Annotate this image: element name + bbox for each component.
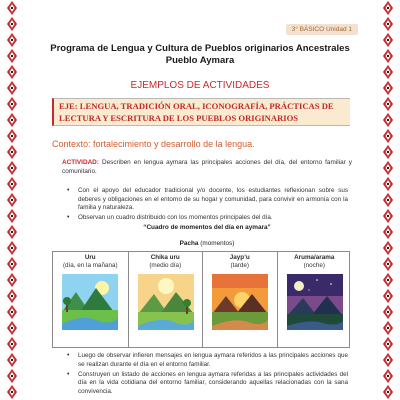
midday-landscape-image bbox=[138, 274, 194, 330]
list-item: • Observan un cuadro distribuido con los momentos principales del día. bbox=[65, 214, 348, 223]
moment-column-aruma bbox=[277, 252, 352, 347]
table-caption: “Cuadro de momentos del día en aymara” bbox=[143, 224, 271, 231]
decorative-border-right bbox=[382, 0, 394, 400]
decorative-border-left bbox=[6, 0, 18, 400]
title-line-2: Pueblo Aymara bbox=[165, 55, 235, 66]
list-item: • Con el apoyo del educador tradicional y/o docente, los estudiantes reflexionan sobre sus deberes y obligaciones en el entorno de su hogar y comunidad, para convivir en armonía con la familia y naturaleza. bbox=[65, 187, 348, 213]
context-heading: Contexto: fortalecimiento y desarrollo de la lengua. bbox=[52, 139, 255, 149]
eje-box: EJE: LENGUA, TRADICIÓN ORAL, ICONOGRAFÍA, PRÁCTICAS DE LECTURA Y ESCRITURA DE LOS PUEBLOS ORIGINARIOS bbox=[52, 98, 350, 126]
document-title bbox=[30, 43, 370, 67]
activity-label: ACTIVIDAD: bbox=[62, 159, 99, 166]
table-header bbox=[62, 240, 352, 247]
bullet-list-top bbox=[65, 187, 348, 224]
section-title: EJEMPLOS DE ACTIVIDADES bbox=[130, 80, 270, 91]
night-landscape-image bbox=[287, 274, 343, 330]
grade-badge: 3° BÁSICO Unidad 1 bbox=[286, 24, 358, 35]
moments-table bbox=[52, 251, 350, 348]
bullet-list-bottom bbox=[65, 352, 348, 398]
list-item: • Luego de observar infieren mensajes en lengua aymara referidos a las principales acciones que se realizan durante el día en el entorno familiar. bbox=[65, 352, 348, 369]
moment-column-jaypu bbox=[202, 252, 277, 347]
pacha-word: Pacha bbox=[179, 240, 199, 247]
moment-name: Jayp’u bbox=[229, 254, 250, 261]
afternoon-landscape-image bbox=[212, 274, 268, 330]
moment-column-uru bbox=[53, 252, 128, 347]
moment-gloss: (día, en la mañana) bbox=[62, 262, 118, 269]
activity-text: Describen en lengua aymara las principales acciones del día, del entorno familiar y comunitario. bbox=[62, 159, 352, 175]
moment-name: Aruma/arama bbox=[294, 254, 335, 261]
morning-landscape-image bbox=[62, 274, 118, 330]
title-line-1: Programa de Lengua y Cultura de Pueblos originarios Ancestrales bbox=[50, 43, 350, 54]
activity-description bbox=[62, 158, 352, 176]
moment-gloss: (medio día) bbox=[149, 262, 182, 269]
moment-gloss: (tarde) bbox=[230, 262, 250, 269]
moment-name: Chika uru bbox=[150, 254, 180, 261]
moment-column-chika-uru bbox=[128, 252, 203, 347]
moment-gloss: (noche) bbox=[303, 262, 325, 269]
pacha-gloss: (momentos) bbox=[200, 240, 235, 247]
list-item: • Construyen un listado de acciones en lengua aymara referidas a las principales actividades del día en la vida cotidiana del entorno familiar, considerando aquellas relacionadas con la sana convivencia. bbox=[65, 371, 348, 397]
moment-name: Uru bbox=[84, 254, 96, 261]
